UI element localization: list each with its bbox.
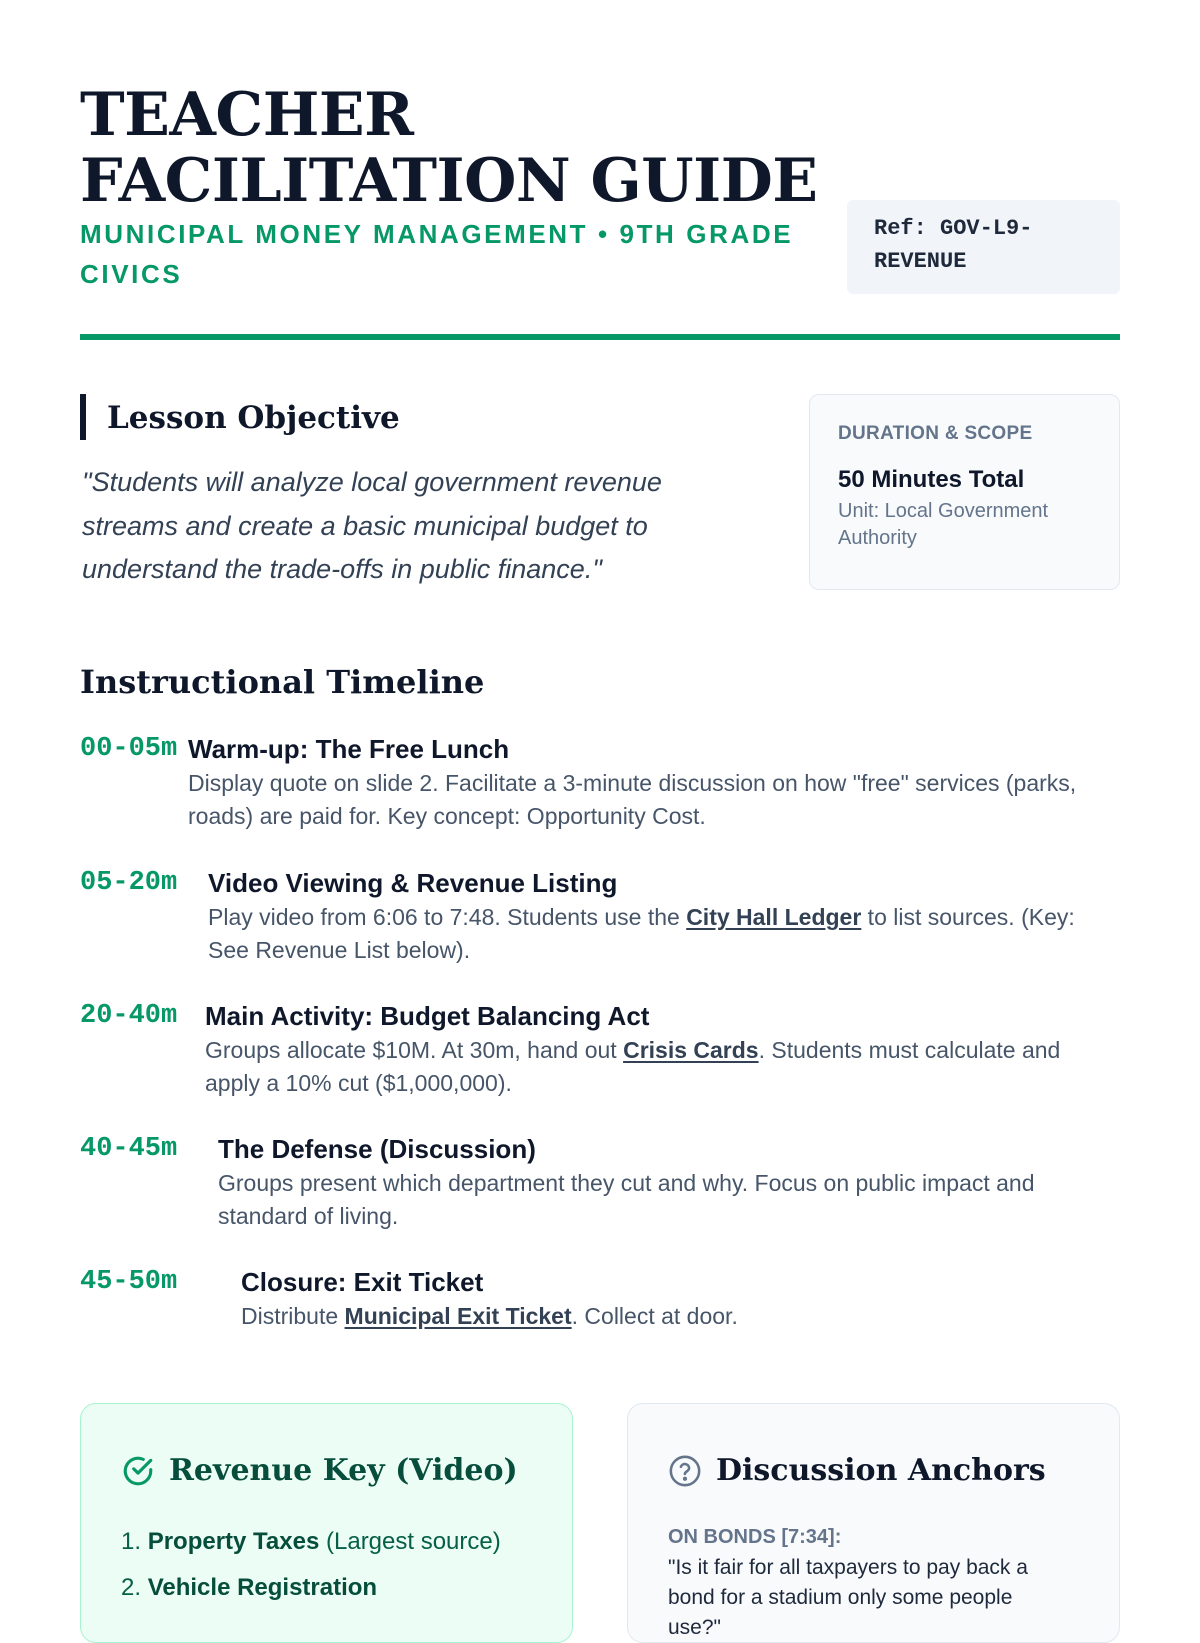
revenue-key-header (121, 1449, 532, 1493)
help-circle-icon (668, 1454, 702, 1488)
timeline-time: 20-40m (80, 1001, 178, 1031)
city-hall-ledger-link[interactable]: City Hall Ledger (686, 904, 862, 930)
timeline-body (241, 1266, 1120, 1333)
timeline-body (218, 1133, 1120, 1233)
crisis-cards-link[interactable]: Crisis Cards (623, 1037, 759, 1063)
discussion-header (668, 1449, 1079, 1493)
duration-card (809, 394, 1120, 590)
timeline-title: The Defense (Discussion) (218, 1134, 536, 1164)
revenue-key-heading: Revenue Key (Video) (169, 1453, 518, 1488)
duration-label: DURATION & SCOPE (838, 423, 1033, 444)
timeline-title: Video Viewing & Revenue Listing (208, 868, 618, 898)
timeline-desc-text: to list sources. (Key: See Revenue List below). (208, 904, 1075, 963)
duration-unit: Unit: Local Government Authority (838, 500, 1049, 549)
objective-heading: Lesson Objective (107, 400, 400, 436)
discussion-heading: Discussion Anchors (716, 1453, 1046, 1488)
timeline-desc: Display quote on slide 2. Facilitate a 3-minute discussion on how "free" services (parks, roads) are paid for. Key concept: Opportunity Cost. (188, 770, 1077, 829)
objective-accent-bar (80, 394, 86, 440)
discussion-anchors-card (627, 1403, 1120, 1643)
timeline-time: 00-05m (80, 734, 178, 764)
anchor-quote: "Is it fair for all taxpayers to pay back a bond for a stadium only some people use?" (668, 1556, 1028, 1639)
timeline-desc-text: . Collect at door. (571, 1303, 738, 1329)
revenue-list (121, 1519, 532, 1611)
timeline-time: 40-45m (80, 1134, 178, 1164)
timeline-heading: Instructional Timeline (80, 663, 485, 701)
timeline-desc-text: Distribute (241, 1303, 345, 1329)
timeline-desc-text: . Students must calculate and apply a 10% cut ($1,000,000). (205, 1037, 1061, 1096)
timeline-desc-text: Play video from 6:06 to 7:48. Students use the (208, 904, 687, 930)
page-subtitle: MUNICIPAL MONEY MANAGEMENT • 9TH GRADE CIVICS (80, 219, 794, 289)
timeline-body (205, 1000, 1120, 1100)
reference-badge (847, 200, 1120, 294)
timeline-desc (205, 1034, 1120, 1100)
municipal-exit-ticket-link[interactable]: Municipal Exit Ticket (344, 1303, 572, 1329)
timeline-desc-text: Groups allocate $10M. At 30m, hand out (205, 1037, 624, 1063)
timeline-time: 05-20m (80, 868, 178, 898)
list-number: 2. (121, 1574, 142, 1601)
timeline-title: Closure: Exit Ticket (241, 1267, 484, 1297)
header-divider (80, 334, 1120, 340)
timeline-desc: Groups present which department they cut and why. Focus on public impact and standard of living. (218, 1170, 1035, 1229)
timeline-desc (241, 1300, 1120, 1333)
list-number: 1. (121, 1528, 142, 1555)
timeline-time: 45-50m (80, 1267, 178, 1297)
objective-quote: "Students will analyze local government revenue streams and create a basic municipal budget to understand the trade-offs in public finance." (82, 467, 662, 584)
page-title: TEACHER FACILITATION GUIDE (80, 80, 818, 216)
duration-total: 50 Minutes Total (838, 466, 1025, 493)
list-item (121, 1519, 532, 1565)
list-item (121, 1565, 532, 1611)
timeline-title: Main Activity: Budget Balancing Act (205, 1001, 650, 1031)
guide-page (80, 0, 1120, 1639)
anchor-label: ON BONDS [7:34]: (668, 1526, 842, 1548)
revenue-key-card (80, 1403, 573, 1643)
reference-code: Ref: GOV-L9-REVENUE (874, 216, 1033, 274)
check-circle-icon (121, 1454, 155, 1488)
revenue-source-name: Vehicle Registration (147, 1574, 378, 1601)
timeline-desc (208, 901, 1120, 967)
timeline-body (188, 733, 1120, 833)
timeline-body (208, 867, 1120, 967)
revenue-source-name: Property Taxes (147, 1528, 320, 1555)
revenue-source-note: (Largest source) (326, 1528, 501, 1555)
timeline-title: Warm-up: The Free Lunch (188, 734, 510, 764)
